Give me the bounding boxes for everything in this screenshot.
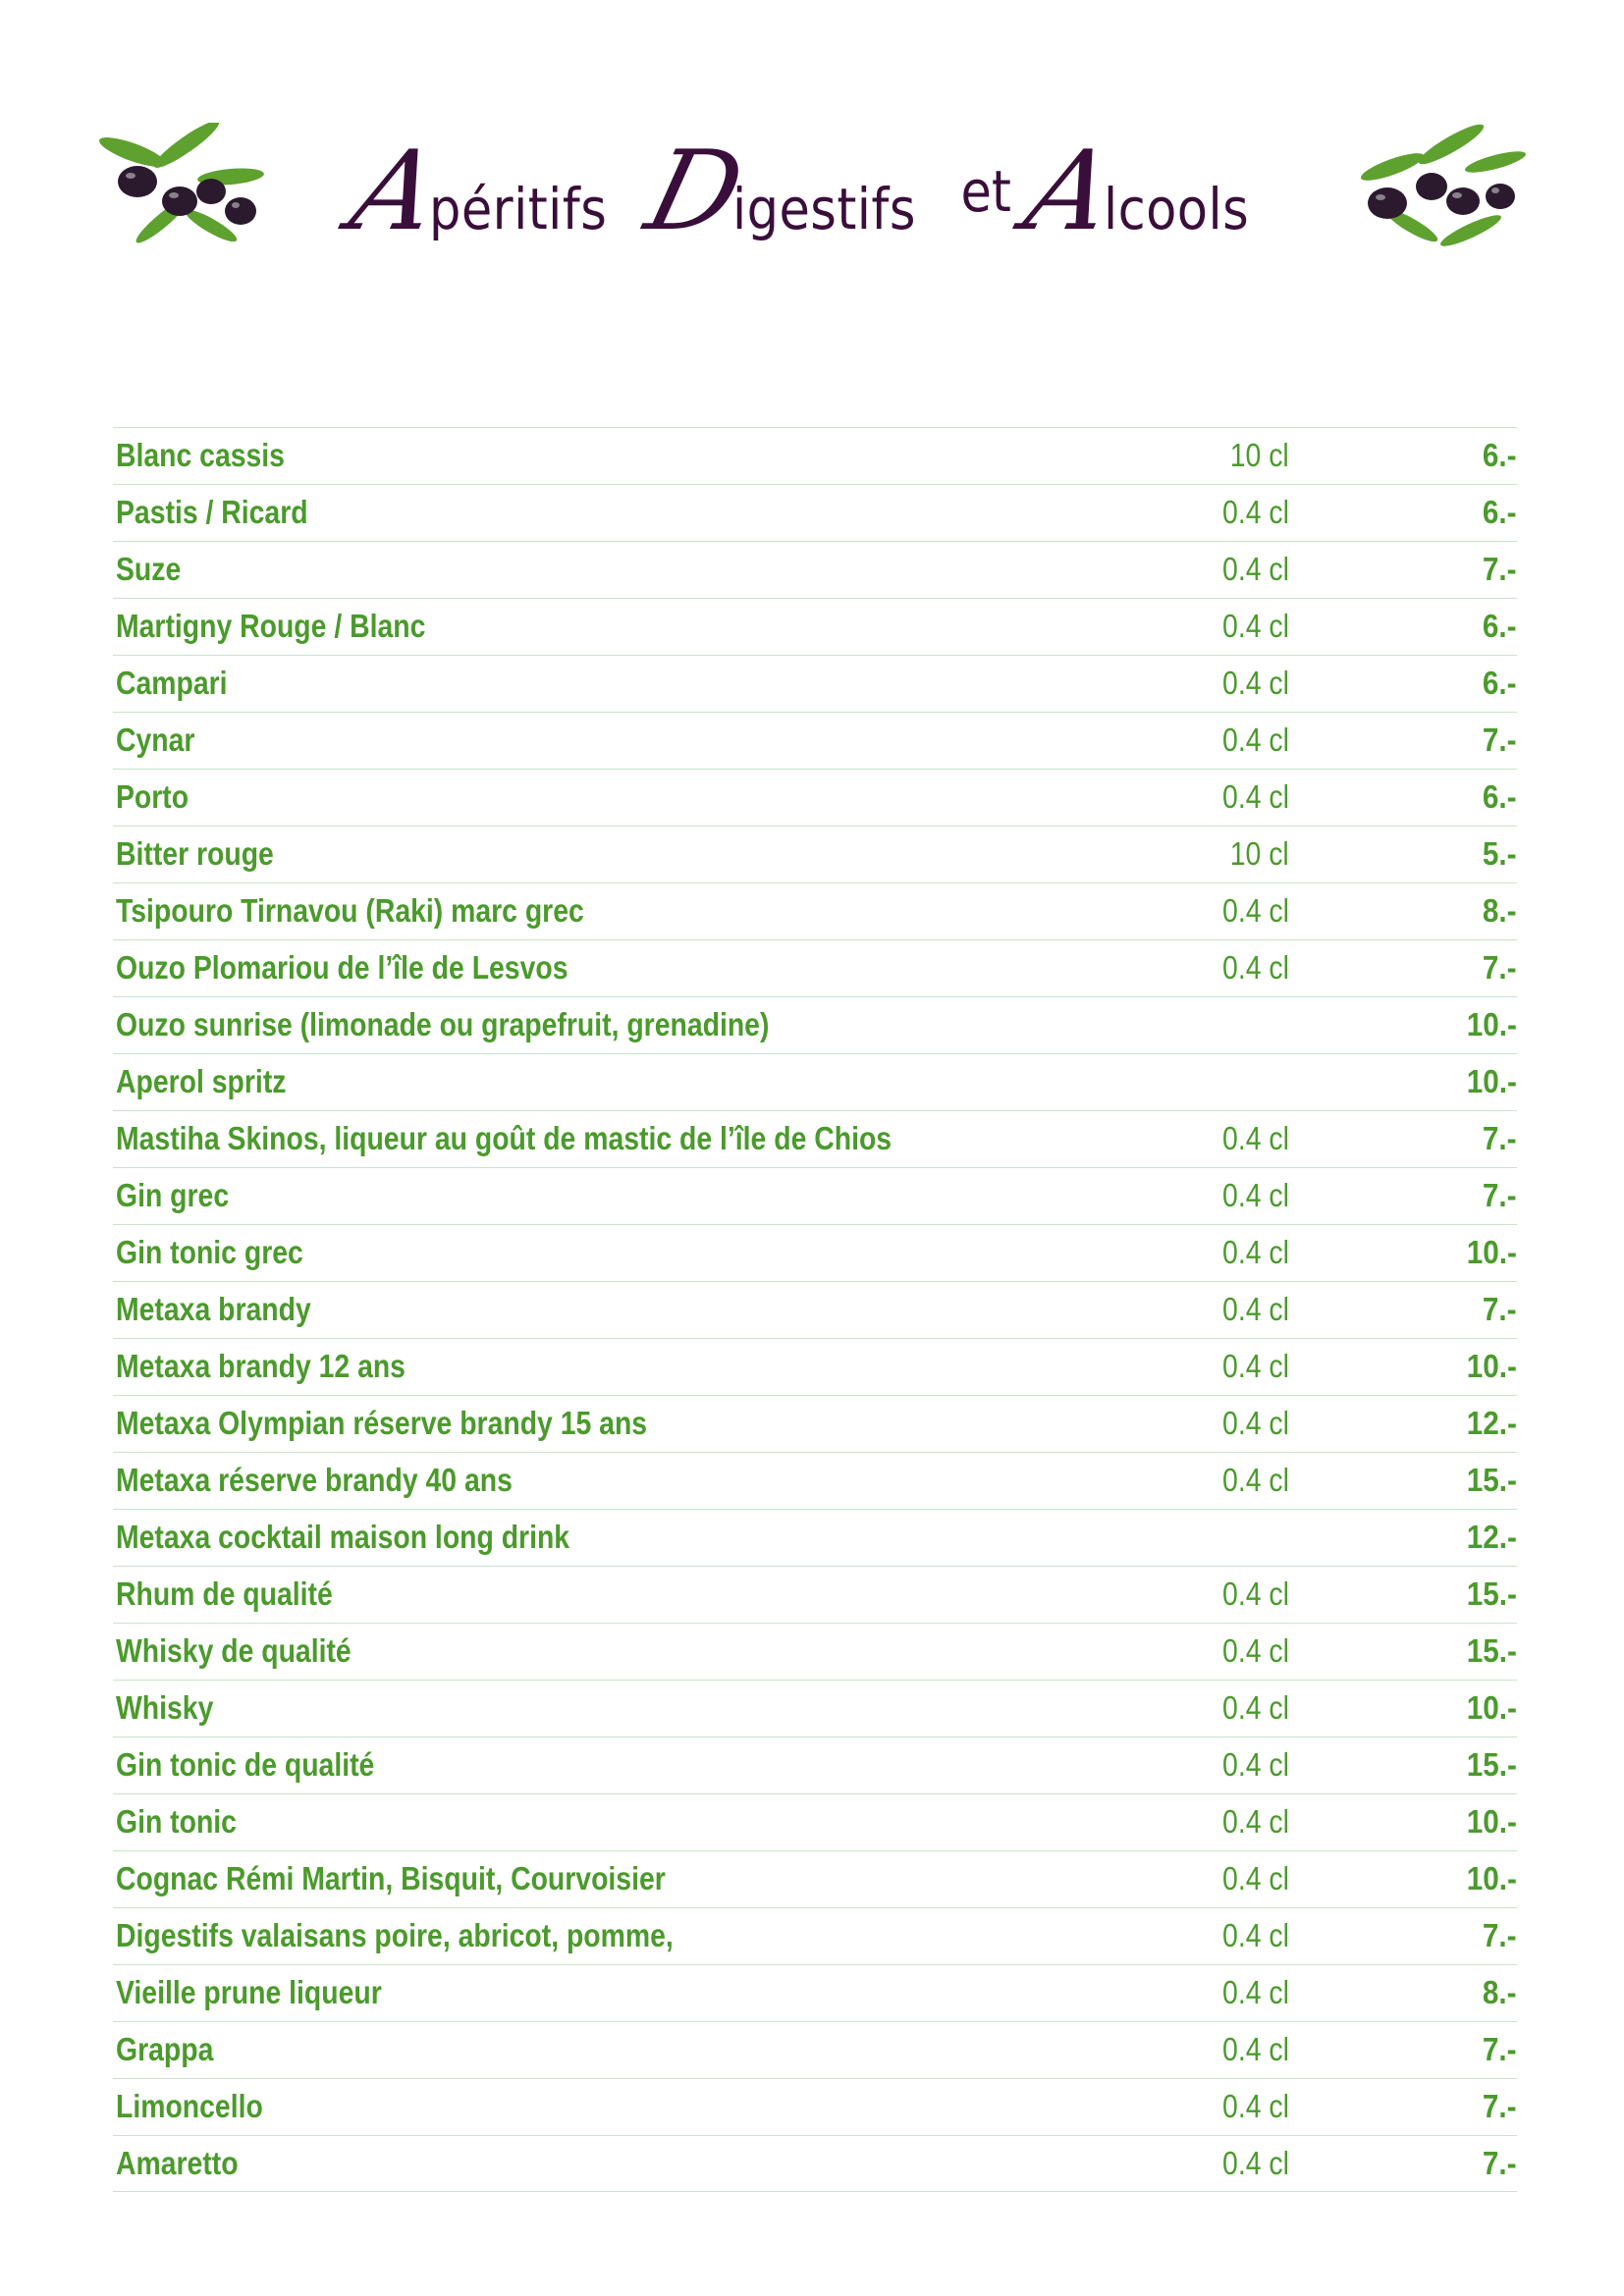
item-name: Mastiha Skinos, liqueur au goût de mastic de l’île de Chios <box>116 1120 893 1156</box>
item-name: Grappa <box>116 2031 214 2067</box>
item-price: 7.- <box>1483 1177 1517 1213</box>
item-quantity: 0.4 cl <box>1222 1974 1289 2010</box>
item-price: 8.- <box>1483 892 1517 929</box>
item-price: 6.- <box>1483 608 1517 644</box>
menu-row <box>113 1509 1517 1566</box>
menu-row <box>113 2078 1517 2135</box>
menu-row <box>113 1566 1517 1623</box>
item-name: Campari <box>116 665 228 701</box>
item-name: Metaxa réserve brandy 40 ans <box>116 1462 513 1498</box>
menu-row <box>113 712 1517 769</box>
item-quantity: 0.4 cl <box>1222 1348 1289 1384</box>
item-price: 12.- <box>1466 1519 1517 1555</box>
item-quantity: 0.4 cl <box>1222 551 1289 587</box>
page-title <box>295 93 1329 290</box>
item-price: 7.- <box>1483 721 1517 758</box>
item-quantity: 10 cl <box>1230 437 1289 473</box>
menu-row <box>113 2135 1517 2192</box>
item-quantity: 0.4 cl <box>1222 2088 1289 2124</box>
item-quantity: 0.4 cl <box>1222 1689 1289 1726</box>
menu-row <box>113 1850 1517 1907</box>
item-price: 10.- <box>1466 1348 1517 1384</box>
menu-row <box>113 1224 1517 1281</box>
item-price: 12.- <box>1466 1405 1517 1441</box>
item-price: 15.- <box>1466 1575 1517 1612</box>
olive-branch-icon <box>93 123 270 250</box>
item-quantity: 0.4 cl <box>1222 949 1289 986</box>
item-quantity: 10 cl <box>1230 835 1289 872</box>
menu-row <box>113 1680 1517 1736</box>
menu-row <box>113 1793 1517 1850</box>
item-quantity: 0.4 cl <box>1222 892 1289 929</box>
menu-row <box>113 598 1517 655</box>
item-name: Ouzo Plomariou de l’île de Lesvos <box>116 949 568 986</box>
menu-row <box>113 1167 1517 1224</box>
item-name: Metaxa brandy 12 ans <box>116 1348 406 1384</box>
item-price: 7.- <box>1483 1291 1517 1327</box>
item-price: 10.- <box>1466 1063 1517 1099</box>
item-quantity: 0.4 cl <box>1222 2031 1289 2067</box>
item-price: 6.- <box>1483 437 1517 473</box>
item-quantity: 0.4 cl <box>1222 1234 1289 1270</box>
item-name: Martigny Rouge / Blanc <box>116 608 426 644</box>
item-name: Suze <box>116 551 182 587</box>
item-quantity: 0.4 cl <box>1222 1405 1289 1441</box>
menu-row <box>113 1623 1517 1680</box>
item-name: Gin grec <box>116 1177 230 1213</box>
menu-row <box>113 1338 1517 1395</box>
item-name: Bitter rouge <box>116 835 274 872</box>
item-price: 15.- <box>1466 1632 1517 1669</box>
item-quantity: 0.4 cl <box>1222 1803 1289 1840</box>
item-name: Vieille prune liqueur <box>116 1974 382 2010</box>
menu-row <box>113 1281 1517 1338</box>
item-price: 15.- <box>1466 1462 1517 1498</box>
item-price: 7.- <box>1483 1120 1517 1156</box>
menu-row <box>113 484 1517 541</box>
item-name: Cognac Rémi Martin, Bisquit, Courvoisier <box>116 1860 666 1896</box>
item-price: 7.- <box>1483 2031 1517 2067</box>
item-name: Ouzo sunrise (limonade ou grapefruit, grenadine) <box>116 1006 770 1042</box>
item-name: Amaretto <box>116 2145 239 2181</box>
item-quantity: 0.4 cl <box>1222 1917 1289 1953</box>
item-name: Cynar <box>116 721 195 758</box>
menu-row <box>113 1452 1517 1509</box>
menu-row <box>113 996 1517 1053</box>
item-quantity: 0.4 cl <box>1222 1462 1289 1498</box>
item-name: Aperol spritz <box>116 1063 287 1099</box>
menu-row <box>113 1110 1517 1167</box>
menu-row <box>113 1964 1517 2021</box>
item-price: 6.- <box>1483 778 1517 815</box>
item-quantity: 0.4 cl <box>1222 2145 1289 2181</box>
item-price: 7.- <box>1483 2145 1517 2181</box>
item-name: Gin tonic de qualité <box>116 1746 375 1783</box>
item-name: Whisky de qualité <box>116 1632 352 1669</box>
menu-row <box>113 541 1517 598</box>
menu-row <box>113 427 1517 484</box>
item-name: Digestifs valaisans poire, abricot, pomme, <box>116 1917 674 1953</box>
item-price: 8.- <box>1483 1974 1517 2010</box>
item-name: Porto <box>116 778 189 815</box>
item-name: Rhum de qualité <box>116 1575 333 1612</box>
page-header <box>0 93 1624 290</box>
title-word: A lcools <box>1013 128 1250 255</box>
item-name: Metaxa cocktail maison long drink <box>116 1519 570 1555</box>
menu-row <box>113 2021 1517 2078</box>
item-quantity: 0.4 cl <box>1222 778 1289 815</box>
menu-row <box>113 1907 1517 1964</box>
menu-row <box>113 882 1517 939</box>
item-price: 7.- <box>1483 949 1517 986</box>
item-name: Metaxa Olympian réserve brandy 15 ans <box>116 1405 648 1441</box>
item-name: Pastis / Ricard <box>116 494 308 530</box>
menu-row <box>113 1053 1517 1110</box>
item-name: Metaxa brandy <box>116 1291 311 1327</box>
olive-branch-icon <box>1353 123 1530 250</box>
menu-row <box>113 655 1517 712</box>
item-quantity: 0.4 cl <box>1222 665 1289 701</box>
item-quantity: 0.4 cl <box>1222 721 1289 758</box>
item-quantity: 0.4 cl <box>1222 1632 1289 1669</box>
item-name: Blanc cassis <box>116 437 285 473</box>
item-price: 10.- <box>1466 1860 1517 1896</box>
menu-row <box>113 939 1517 996</box>
item-quantity: 0.4 cl <box>1222 608 1289 644</box>
item-price: 15.- <box>1466 1746 1517 1783</box>
title-conjunction: et <box>960 158 1011 225</box>
drinks-menu-list <box>113 427 1517 2192</box>
item-quantity: 0.4 cl <box>1222 494 1289 530</box>
item-quantity: 0.4 cl <box>1222 1860 1289 1896</box>
item-name: Limoncello <box>116 2088 263 2124</box>
item-price: 7.- <box>1483 551 1517 587</box>
title-word: D igestifs <box>634 128 917 255</box>
item-price: 7.- <box>1483 1917 1517 1953</box>
title-word: A péritifs <box>339 128 607 255</box>
menu-row <box>113 1736 1517 1793</box>
item-quantity: 0.4 cl <box>1222 1291 1289 1327</box>
item-price: 10.- <box>1466 1803 1517 1840</box>
item-price: 10.- <box>1466 1006 1517 1042</box>
item-quantity: 0.4 cl <box>1222 1120 1289 1156</box>
item-price: 10.- <box>1466 1689 1517 1726</box>
item-name: Gin tonic <box>116 1803 237 1840</box>
item-price: 6.- <box>1483 494 1517 530</box>
item-name: Gin tonic grec <box>116 1234 303 1270</box>
item-quantity: 0.4 cl <box>1222 1177 1289 1213</box>
item-name: Tsipouro Tirnavou (Raki) marc grec <box>116 892 584 929</box>
menu-row <box>113 769 1517 826</box>
item-price: 10.- <box>1466 1234 1517 1270</box>
item-price: 6.- <box>1483 665 1517 701</box>
item-quantity: 0.4 cl <box>1222 1746 1289 1783</box>
item-price: 5.- <box>1483 835 1517 872</box>
item-price: 7.- <box>1483 2088 1517 2124</box>
menu-row <box>113 1395 1517 1452</box>
item-name: Whisky <box>116 1689 214 1726</box>
item-quantity: 0.4 cl <box>1222 1575 1289 1612</box>
menu-row <box>113 826 1517 882</box>
